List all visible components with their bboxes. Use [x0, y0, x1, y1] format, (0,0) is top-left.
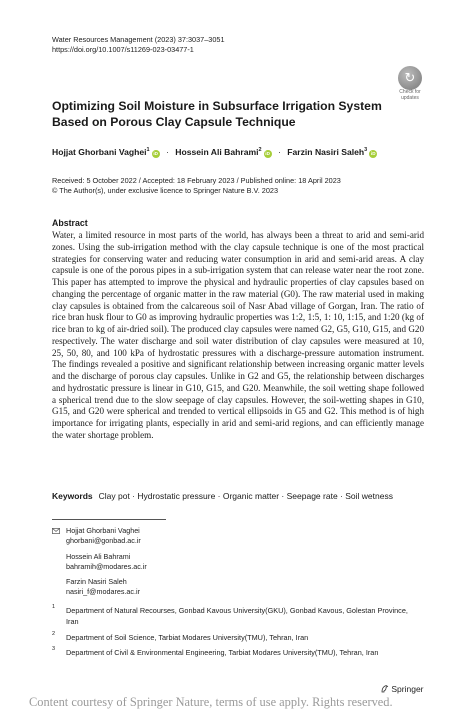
contact-name: Hojjat Ghorbani Vaghei — [66, 526, 140, 535]
copyright-line: © The Author(s), under exclusive licence to Springer Nature B.V. 2023 — [52, 186, 279, 195]
author-separator: · — [277, 147, 281, 157]
affiliation-number: 3 — [52, 646, 56, 652]
date-history: Received: 5 October 2022 / Accepted: 18 February 2023 / Published online: 18 April 2023 — [52, 176, 341, 185]
orcid-icon[interactable]: iD — [153, 151, 158, 156]
author-name[interactable]: Hojjat Ghorbani Vaghei — [52, 147, 147, 157]
author-list — [52, 147, 377, 158]
publication-dates — [52, 176, 341, 196]
keywords-list: Clay pot · Hydrostatic pressure · Organic matter · Seepage rate · Soil wetness — [98, 491, 393, 501]
contact-email[interactable]: nasiri_f@modares.ac.ir — [66, 587, 141, 596]
keywords-line — [52, 491, 393, 501]
author-name[interactable]: Hossein Ali Bahrami — [175, 147, 259, 157]
contact-entry — [66, 577, 140, 597]
affiliation-text: Department of Soil Science, Tarbiat Modares University(TMU), Tehran, Iran — [66, 633, 309, 642]
author-affiliation-number: 1 — [146, 147, 150, 154]
contact-email[interactable]: bahramih@modares.ac.ir — [66, 562, 147, 571]
orcid-icon[interactable]: iD — [370, 151, 376, 156]
author-separator: · — [166, 147, 169, 157]
abstract-text: Water, a limited resource in most parts of the world, has always been a threat to arid and semi-arid zones. Using the sub-irrigation method with the clay capsule technique is one of the most practical strategies for conserving water and reducing water consumption in arid and semi-arid areas. A clay capsule is one of the porous pipes in a sub-irrigation system that can release water near the root zone. This paper has attempted to improve the physical and hydraulic properties of clay capsules based on changing the percentage of organic matter in the raw material (G0). The raw material used in making clay capsules is obtained from the calcareous soil of Nasr Abad village of Gorgan, Iran. The ratio of rice bran husk flour to G0 as improving hydraulic properties was 1:2, 1:5, 1: 10, 1:15, and 1:20 (kg of rice bran to kg of air-dried soil). The produced clay capsules were named G2, G5, G10, G15, and G20 respectively. The water discharge and soil water distribution of clay capsules were measured at 10, 25, 50, 80, and 100 kPa of hydrostatic pressures with a discharge-pressure automation instrument. The findings revealed a positive and significant relationship between increasing organic matter levels and the discharge of porous clay capsules. Unlike in G2 and G5, the relationship between discharges and hydrostatic pressure is linear in G10, G15, and G20. Meanwhile, the soil wetting shape followed a spherical trend due to the slow seepage of clay capsules. However, the soil-wetting shapes in G10, G15, and G20 were spherical and trended to vertical ellipsoids in G5 and G2. This method is of high importance for irrigating plants, especially in arid and semi-arid regions, and can efficiently manage the water shortage problem. — [52, 230, 424, 440]
author-affiliation-number: 3 — [364, 147, 368, 154]
affiliation-number: 2 — [52, 631, 56, 637]
contact-entry — [66, 526, 141, 546]
affiliation-text: Department of Natural Recourses, Gonbad Kavous University(GKU), Gonbad Kavous, Golestan Province, Iran — [66, 606, 408, 626]
courtesy-watermark: Content courtesy of Springer Nature, terms of use apply. Rights reserved. — [29, 695, 393, 709]
contact-email[interactable]: ghorbani@gonbad.ac.ir — [66, 536, 141, 545]
contact-name: Hossein Ali Bahrami — [66, 552, 131, 561]
journal-header — [52, 35, 225, 55]
springer-horse-icon — [380, 684, 389, 693]
check-for-updates-badge[interactable] — [392, 66, 428, 100]
affiliation-number: 1 — [52, 604, 56, 610]
contact-name: Farzin Nasiri Saleh — [66, 577, 127, 586]
doi-link[interactable]: https://doi.org/10.1007/s11269-023-03477-1 — [52, 45, 194, 54]
refresh-icon: ↻ — [398, 66, 422, 90]
badge-line-2: updates — [401, 94, 419, 101]
publisher-name: Springer — [391, 684, 424, 694]
abstract-heading: Abstract — [52, 218, 88, 228]
publisher-logo — [380, 684, 424, 694]
envelope-icon — [52, 528, 60, 534]
journal-citation: Water Resources Management (2023) 37:3037–3051 — [52, 35, 225, 44]
contact-entry — [66, 552, 147, 572]
author-name[interactable]: Farzin Nasiri Saleh — [287, 147, 365, 157]
footnote-divider — [52, 519, 166, 520]
author-affiliation-number: 2 — [258, 147, 262, 154]
orcid-icon[interactable]: iD — [265, 151, 270, 156]
keywords-label: Keywords — [52, 491, 93, 501]
affiliation-text: Department of Civil & Environmental Engineering, Tarbiat Modares University(TMU), Tehran, Iran — [66, 648, 379, 657]
paper-title: Optimizing Soil Moisture in Subsurface Irrigation System Based on Porous Clay Capsule Technique — [52, 99, 382, 129]
badge-line-1: Check for — [399, 89, 421, 95]
